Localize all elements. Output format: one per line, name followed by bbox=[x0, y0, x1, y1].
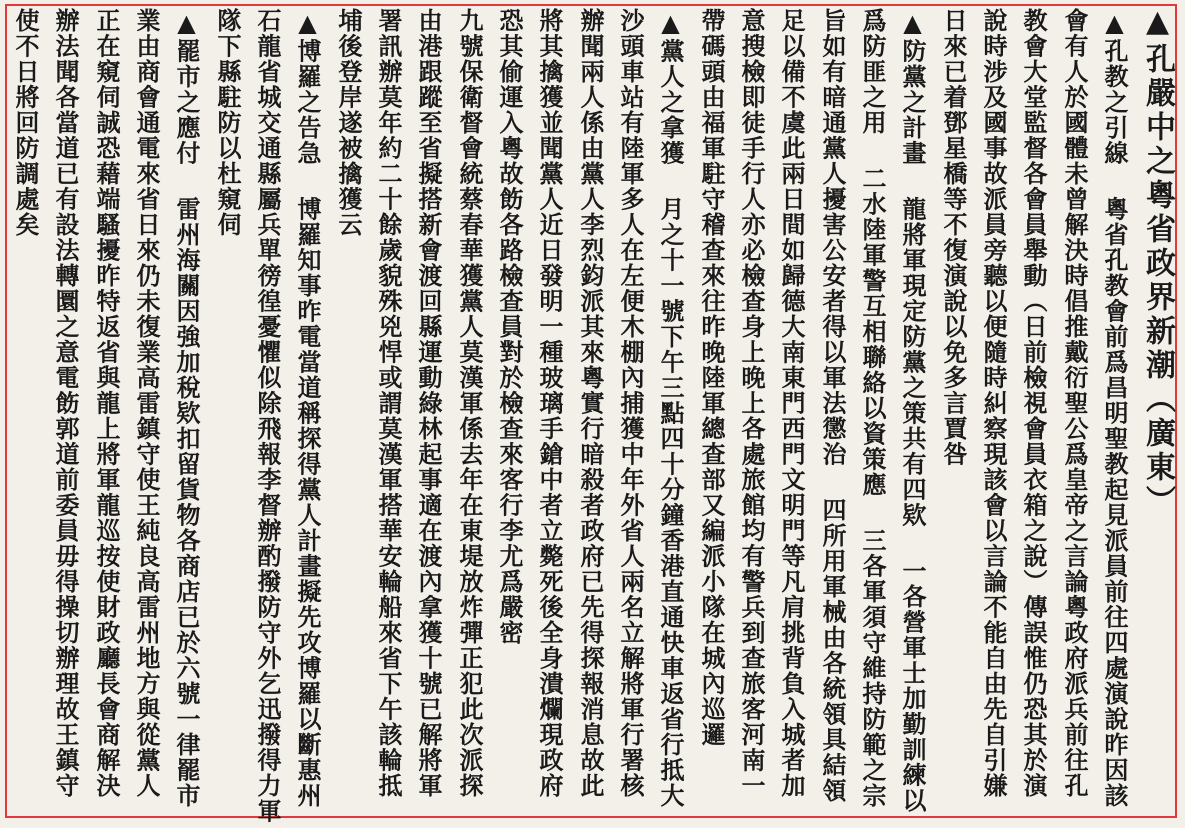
text-column: 足以備不虞此兩日間如歸德大南東門西門文明門等凡肩挑背負入城者加 bbox=[777, 8, 806, 799]
text-column: 正在窺伺誠恐藉端騷擾昨特返省與龍上將軍龍巡按使財政廳長會商解決 bbox=[92, 8, 121, 799]
text-column: 日來已着鄧星橋等不復演說以免多言賈咎 bbox=[939, 8, 968, 467]
text-column: 石龍省城交通縣屬兵單徬徨憂懼似除飛報李督辦酌撥防守外乞迅撥得力軍 bbox=[253, 8, 282, 824]
text-column: 將其擒獲並聞黨人近日發明一種玻璃手鎗中者立斃死後全身潰爛現政府 bbox=[535, 8, 564, 799]
text-column: 辦法聞各當道已有設法轉圜之意電飭郭道前委員毋得操切辦理故王鎮守 bbox=[51, 8, 80, 799]
text-column: 教會大堂監督各會員舉動（日前檢視會員衣箱之說）傳誤惟仍恐其於演 bbox=[1019, 8, 1048, 799]
text-column: ▲博羅之告急 博羅知事昨電當道稱探得黨人計畫擬先攻博羅以斷惠州 bbox=[293, 8, 322, 809]
text-column: 使不日將回防調處矣 bbox=[11, 8, 40, 238]
text-column: 會有人於國體未曾解決時倡推戴衍聖公爲皇帝之言論粵政府派兵前往孔 bbox=[1060, 8, 1089, 799]
text-column: 爲防匪之用 二水陸軍警互相聯絡以資策應 三各軍須守維持防範之宗 bbox=[858, 8, 887, 809]
text-column: 沙頭車站有陸軍多人在左便木棚內捕獲中年外省人兩名立解將軍行署核 bbox=[616, 8, 645, 799]
text-column: 署訊辦莫年約二十餘歲貌殊兇悍或謂莫漢軍搭華安輪船來省下午該輪抵 bbox=[374, 8, 403, 799]
text-column: 由港跟蹤至省擬搭新會渡回縣運動綠林起事適在渡內拿獲十號已解將軍 bbox=[414, 8, 443, 799]
text-column: ▲防黨之計畫 龍將軍現定防黨之策共有四欵 一各營軍士加勤訓練以 bbox=[898, 8, 927, 814]
article-headline: ▲孔嚴中之粵省政界新潮（廣東） bbox=[1140, 4, 1175, 519]
text-column: 辦聞兩人係由黨人李烈鈞派其來粵實行暗殺者政府已先得探報消息故此 bbox=[576, 8, 605, 799]
text-column: 恐其偷運入粵故飭各路檢查員對於檢查來客行李尤爲嚴密 bbox=[495, 8, 524, 646]
text-column: 隊下縣駐防以杜窺伺 bbox=[213, 8, 242, 238]
text-column: 旨如有暗通黨人擾害公安者得以軍法懲治 四所用軍械由各統領具結領 bbox=[818, 8, 847, 804]
text-column: ▲罷市之應付 雷州海關因強加稅欵扣留貨物各商店已於六號一律罷市 bbox=[172, 8, 201, 809]
text-column: 說時涉及國事故派員旁聽以便隨時糾察現該會以言論不能自由先自引嫌 bbox=[979, 8, 1008, 799]
text-column: 九號保衛督會統蔡春華獲黨人莫漢軍係去年在東堤放炸彈正犯此次派探 bbox=[455, 8, 484, 799]
text-column: ▲孔教之引線 粵省孔教會前爲昌明聖教起見派員前往四處演說昨因該 bbox=[1100, 8, 1129, 809]
text-column: 埔後登岸遂被擒獲云 bbox=[334, 8, 363, 238]
text-column: 帶碼頭由福軍駐守稽查來往昨晚陸軍總查部又編派小隊在城內巡邏 bbox=[697, 8, 726, 748]
text-column: ▲黨人之拿獲 月之十一號下午三點四十分鐘香港直通快車返省行抵大 bbox=[656, 8, 685, 809]
text-column: 業由商會通電來省日來仍未復業高雷鎮守使王純良高雷州地方與從黨人 bbox=[132, 8, 161, 799]
text-column: 意搜檢即徒手行人亦必檢查身上晚上各處旅館均有警兵到查旅客河南一 bbox=[737, 8, 766, 799]
